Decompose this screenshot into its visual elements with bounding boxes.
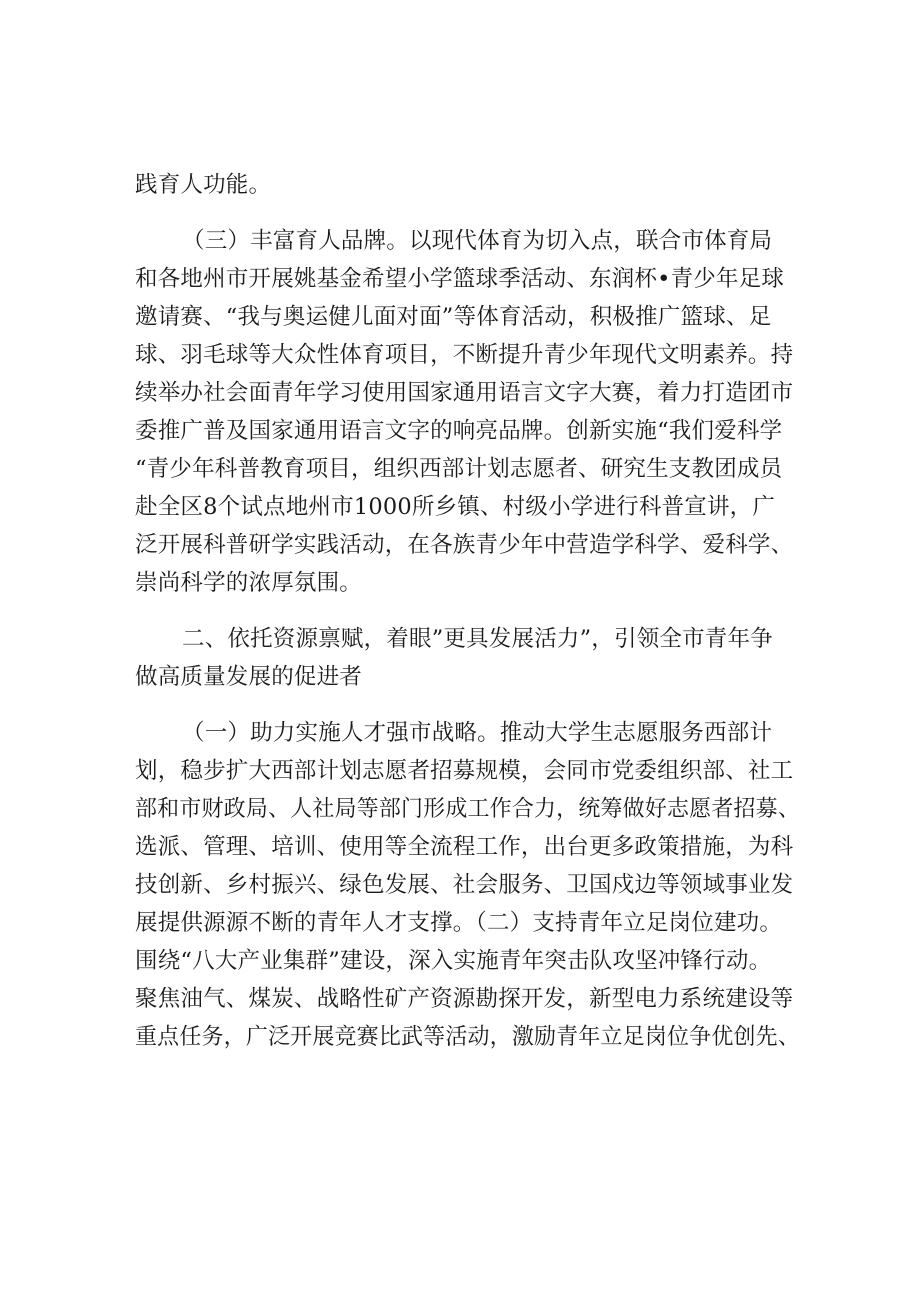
text-line-17: 选派、管理、培训、使用等全流程工作，出台更多政策措施，为科 [135,834,794,860]
text-line-7: 委推广普及国家通用语言文字的响亮品牌。创新实施“我们爱科学 [135,418,783,444]
text-line-10: 泛开展科普研学实践活动，在各族青少年中营造学科学、爱科学、 [135,532,794,558]
text-line-19: 展提供源源不断的青年人才支撑。（二）支持青年立足岗位建功。 [135,910,783,936]
text-line-6: 续举办社会面青年学习使用国家通用语言文字大赛，着力打造团市 [135,380,794,406]
text-line-1: 践育人功能。 [135,172,272,198]
text-line-4: 邀请赛、“我与奥运健儿面对面”等体育活动，积极推广篮球、足 [135,304,772,330]
section-heading-1: （一）助力实施人才强市战略。推动大学生志愿服务西部计 [182,720,773,746]
section-heading-2: 二、依托资源禀赋，着眼”更具发展活力”，引领全市青年争 [182,626,773,652]
text-line-22: 重点任务，广泛开展竞赛比武等活动，激励青年立足岗位争优创先、 [135,1024,801,1050]
text-line-8: “青少年科普教育项目，组织西部计划志愿者、研究生支教团成员 [135,456,783,482]
text-line-9: 赴全区8个试点地州市1000所乡镇、村级小学进行科普宣讲，广 [135,494,776,520]
section-heading-3: （三）丰富育人品牌。以现代体育为切入点，联合市体育局 [182,228,773,254]
text-line-20: 围绕“八大产业集群”建设，深入实施青年突击队攻坚冲锋行动。 [135,948,772,974]
text-line-11: 崇尚科学的浓厚氛围。 [135,570,363,596]
text-line-15: 划，稳步扩大西部计划志愿者招募规模，会同市党委组织部、社工 [135,758,794,784]
text-line-16: 部和市财政局、人社局等部门形成工作合力，统筹做好志愿者招募、 [135,796,801,822]
text-line-21: 聚焦油气、煤炭、战略性矿产资源勘探开发，新型电力系统建设等 [135,986,794,1012]
text-line-5: 球、羽毛球等大众性体育项目，不断提升青少年现代文明素养。持 [135,342,794,368]
text-line-18: 技创新、乡村振兴、绿色发展、社会服务、卫国戍边等领域事业发 [135,872,794,898]
text-line-13: 做高质量发展的促进者 [135,664,363,690]
text-line-3: 和各地州市开展姚基金希望小学篮球季活动、东润杯•青少年足球 [135,266,785,292]
